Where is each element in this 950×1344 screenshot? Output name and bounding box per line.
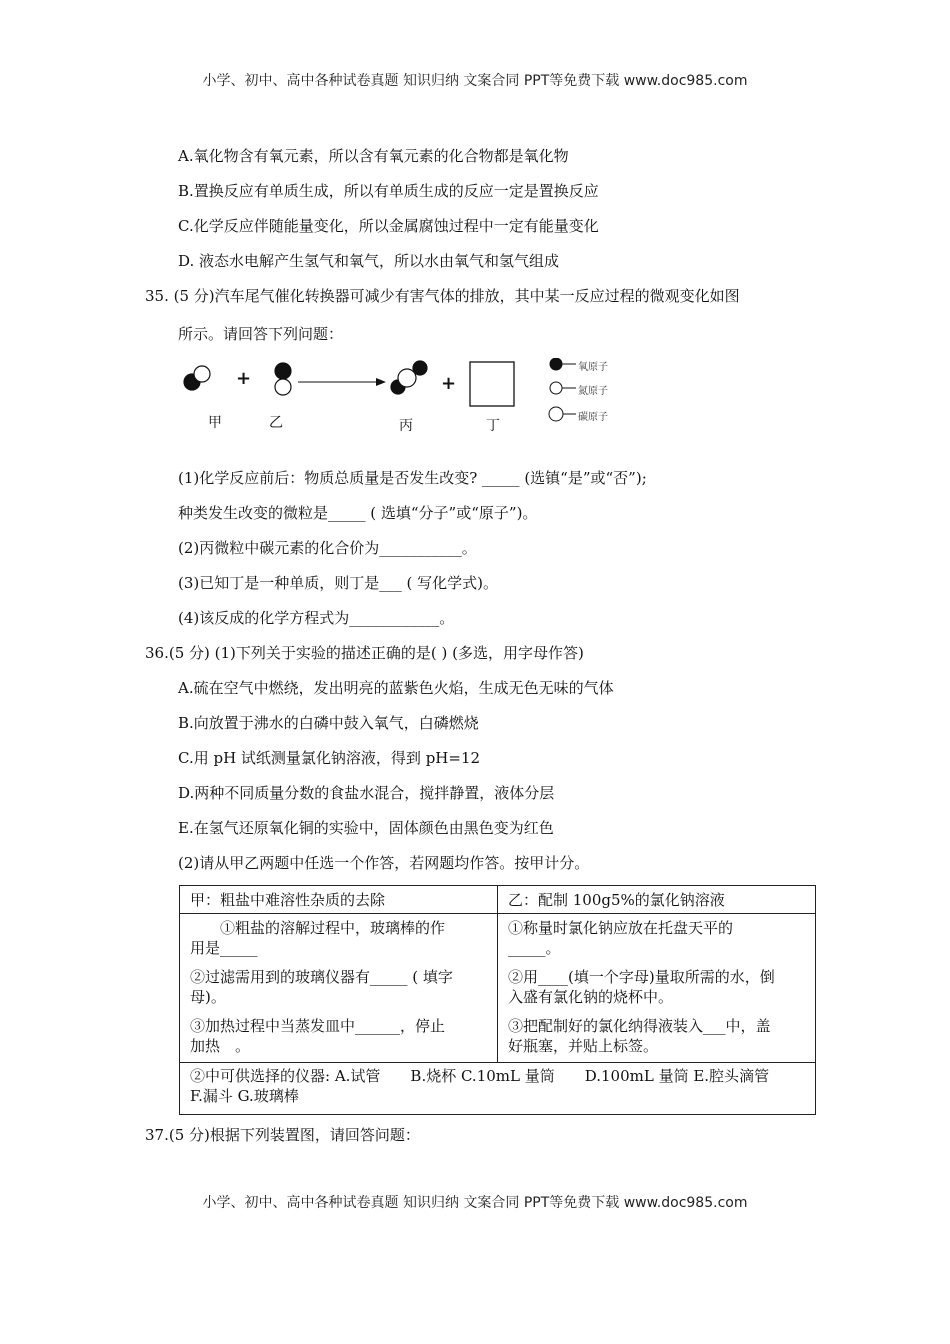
legend-nitrogen-atom (550, 382, 562, 394)
plus-sign-1: + (236, 368, 252, 389)
q36-option-b: B.向放置于沸水的白磷中鼓入氧气，白磷燃烧 (178, 714, 479, 732)
legend-carbon-atom (549, 407, 563, 421)
table-jia-item-3: ③加热过程中当蒸发皿中______，停止 加热 。 (180, 1007, 498, 1063)
q36-choice-table (179, 885, 816, 1115)
legend-label-oxygen: 氧原子 (578, 362, 608, 373)
reaction-diagram (180, 358, 640, 438)
q36-part2: (2)请从甲乙两题中任选一个作答，若网题均作答。按甲计分。 (178, 854, 590, 872)
yi-white-atom (275, 379, 291, 395)
q37-stem: 37.(5 分)根据下列装置图，请回答问题： (145, 1126, 420, 1144)
legend-label-nitrogen: 氮原子 (578, 386, 608, 397)
table-header-jia: 甲：粗盐中难溶性杂质的去除 (180, 886, 498, 914)
table-jia-item-2: ②过滤需用到的玻璃仪器有_____ ( 填字 母)。 (180, 958, 498, 1007)
ding-box (470, 362, 514, 406)
yi-black-atom (275, 363, 291, 379)
page-header: 小学、初中、高中各种试卷真题 知识归纳 文案合同 PPT等免费下载 www.doc985.com (202, 73, 748, 89)
q34-option-d: D. 液态水电解产生氢气和氧气，所以水由氧气和氢气组成 (178, 252, 560, 270)
legend-label-carbon: 碳原子 (578, 412, 608, 423)
q36-option-d: D.两种不同质量分数的食盐水混合，搅拌静置，液体分层 (178, 784, 555, 802)
q36-option-a: A.硫在空气中燃绕，发出明亮的蓝紫色火焰，生成无色无味的气体 (178, 679, 614, 697)
label-jia: 甲 (208, 415, 222, 431)
q35-stem-line2: 所示。请回答下列问题： (178, 325, 344, 343)
label-yi: 乙 (269, 415, 283, 431)
q36-stem: 36.(5 分) (1)下列关于实验的描述正确的是( ) (多选，用字母作答) (145, 644, 584, 662)
table-header-yi: 乙：配制 100g5%的氯化钠溶液 (498, 886, 816, 914)
page-footer: 小学、初中、高中各种试卷真题 知识归纳 文案合同 PPT等免费下载 www.doc985.com (202, 1195, 748, 1211)
q35-sub4: (4)该反成的化学方程式为____________。 (178, 609, 455, 627)
q36-option-e: E.在氢气还原氧化铜的实验中，固体颜色由黑色变为红色 (178, 819, 554, 837)
table-jia-item-1: ①粗盐的溶解过程中，玻璃棒的作 用是_____ (180, 914, 498, 959)
label-bing: 丙 (399, 418, 413, 434)
bing-black-atom-2 (413, 361, 427, 375)
label-ding: 丁 (486, 418, 500, 434)
q35-sub1: (1)化学反应前后：物质总质量是否发生改变? _____ (选镇“是”或“否”); (178, 469, 647, 487)
q36-option-c: C.用 pH 试纸测量氯化钠溶液，得到 pH=12 (178, 749, 481, 767)
table-yi-item-3: ③把配制好的氯化纳得液装入___中，盖 好瓶塞，并贴上标签。 (498, 1007, 816, 1063)
q34-option-b: B.置换反应有单质生成，所以有单质生成的反应一定是置换反应 (178, 182, 599, 200)
table-yi-item-1: ①称量时氯化钠应放在托盘天平的 _____。 (498, 914, 816, 959)
q35-sub1-cont: 种类发生改变的微粒是_____ ( 选填“分子”或“原子”)。 (178, 504, 538, 522)
q34-option-c: C.化学反应伴随能量变化，所以金属腐蚀过程中一定有能量变化 (178, 217, 599, 235)
bing-white-atom (398, 369, 416, 387)
q35-stem-line1: 35. (5 分)汽车尾气催化转换器可减少有害气体的排放，其中某一反应过程的微观变化如图 (145, 287, 740, 305)
legend-oxygen-atom (550, 358, 562, 370)
q35-sub3: (3)已知丁是一种单质，则丁是___ ( 写化学式)。 (178, 574, 498, 592)
plus-sign-2: + (441, 373, 457, 394)
q34-option-a: A.氧化物含有氧元素，所以含有氧元素的化合物都是氧化物 (178, 147, 569, 165)
table-yi-item-2: ②用____(填一个字母)量取所需的水，倒 入盛有氯化钠的烧杯中。 (498, 958, 816, 1007)
jia-white-atom (194, 366, 210, 382)
reaction-arrow-head (376, 378, 386, 386)
q35-sub2: (2)丙微粒中碳元素的化合价为___________。 (178, 539, 477, 557)
table-instrument-list: ②中可供选择的仪器: A.试管 B.烧杯 C.10mL 量筒 D.100mL 量筒 E.腔头滴管 F.漏斗 G.玻璃棒 (180, 1063, 816, 1115)
